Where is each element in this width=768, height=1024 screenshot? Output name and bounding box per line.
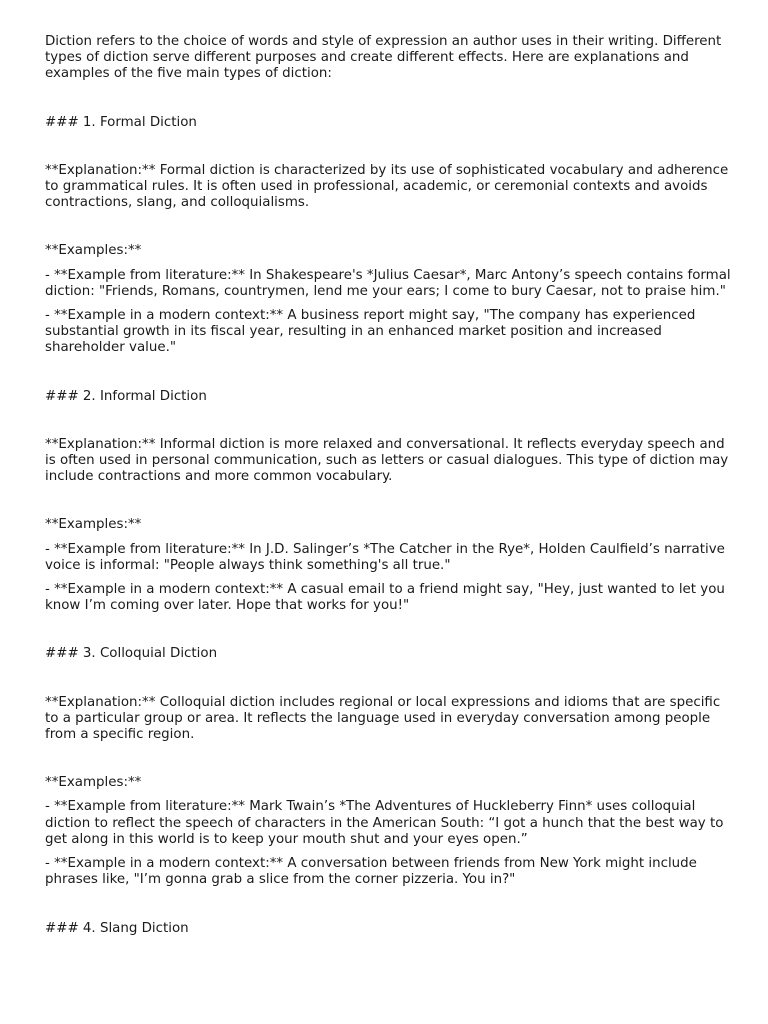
explanation-paragraph: **Explanation:** Colloquial diction includes regional or local expressions and idioms that are specific to a particular group or area. It reflects the language used in everyday conversation among people from a specific region. xyxy=(45,694,721,743)
section-heading: ### 3. Colloquial Diction xyxy=(45,646,218,662)
section-heading: ### 4. Slang Diction xyxy=(45,920,189,936)
example-item: - **Example from literature:** In Shakespeare's *Julius Caesar*, Marc Antony’s speech contains formal diction: "Friends, Romans, countrymen, lend me your ears; I come to bury Caesar, not to praise him." xyxy=(45,267,731,299)
intro-paragraph: Diction refers to the choice of words and style of expression an author uses in their writing. Different types of diction serve different purposes and create different effects. Here are explanations and examples of the five main types of diction: xyxy=(45,34,722,82)
examples-label: **Examples:** xyxy=(45,775,142,791)
document-body xyxy=(45,34,735,937)
section-heading: ### 2. Informal Diction xyxy=(45,388,207,404)
example-item: - **Example in a modern context:** A business report might say, "The company has experienced substantial growth in its fiscal year, resulting in an enhanced market position and increased shareholder value." xyxy=(45,308,696,356)
explanation-paragraph: **Explanation:** Informal diction is more relaxed and conversational. It reflects everyday speech and is often used in personal communication, such as letters or casual dialogues. This type of diction may include contractions and more common vocabulary. xyxy=(45,436,729,485)
example-item: - **Example in a modern context:** A conversation between friends from New York might include phrases like, "I’m gonna grab a slice from the corner pizzeria. You in?" xyxy=(45,856,697,888)
examples-label: **Examples:** xyxy=(45,243,142,259)
examples-label: **Examples:** xyxy=(45,517,142,533)
section-heading: ### 1. Formal Diction xyxy=(45,114,197,130)
explanation-paragraph: **Explanation:** Formal diction is characterized by its use of sophisticated vocabulary and adherence to grammatical rules. It is often used in professional, academic, or ceremonial contexts and avoids contractions, slang, and colloquialisms. xyxy=(45,162,729,211)
example-item: - **Example from literature:** Mark Twain’s *The Adventures of Huckleberry Finn* uses colloquial diction to reflect the speech of characters in the American South: “I got a hunch that the best way to get along in this world is to keep your mouth shut and your eyes open.” xyxy=(45,799,724,847)
example-item: - **Example in a modern context:** A casual email to a friend might say, "Hey, just wanted to let you know I’m coming over later. Hope that works for you!" xyxy=(45,582,725,614)
example-item: - **Example from literature:** In J.D. Salinger’s *The Catcher in the Rye*, Holden Caulfield’s narrative voice is informal: "People always think something's all true." xyxy=(45,541,725,573)
